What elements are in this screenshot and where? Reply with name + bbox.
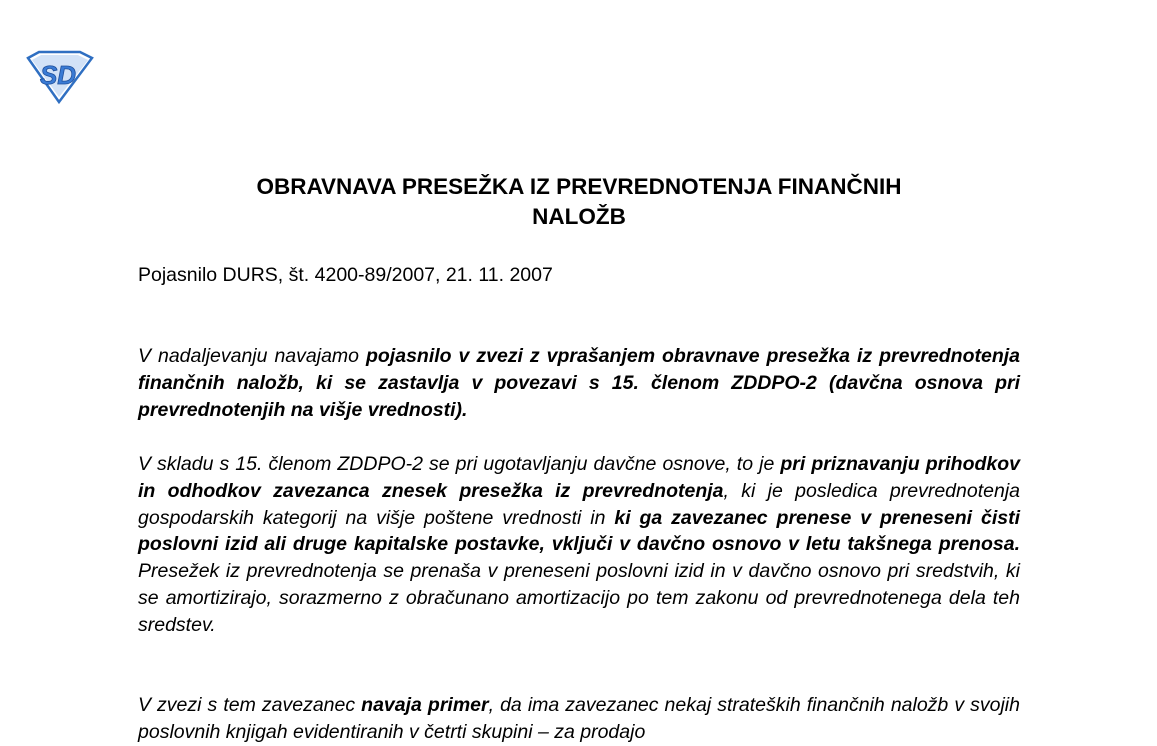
title-line-2: NALOŽB [532,204,626,229]
p2-seg-4: Presežek iz prevrednotenja se prenaša v preneseni poslovni izid in v davčno osnovo pri sredstvih, ki se amortizirajo, sorazmerno z obračunano amortizacijo po tem zakonu od prevrednotenega dela teh sredstev. [138,560,1020,636]
paragraph-1 [138,343,1020,423]
sd-diamond-logo-icon [22,50,96,104]
p3-seg-2: , da ima zavezanec nekaj strateških finančnih naložb v svojih poslovnih knjigah evidentiranih v četrti skupini – za prodajo [138,694,1020,743]
document-title [138,172,1020,232]
sd-logo [22,50,96,104]
p3-seg-1: navaja primer [361,694,489,716]
paragraph-3 [138,692,1020,746]
document-subtitle: Pojasnilo DURS, št. 4200-89/2007, 21. 11. 2007 [138,264,553,286]
p1-seg-1: pojasnilo v zvezi z vprašanjem obravnave presežka iz prevrednotenja finančnih naložb [138,345,1020,394]
title-line-1: OBRAVNAVA PRESEŽKA IZ PREVREDNOTENJA FINANČNIH [256,174,902,199]
p2-seg-1: pri priznavanju prihodkov in odhodkov zavezanca znesek presežka iz prevrednotenja [138,453,1020,502]
p3-seg-0: V zvezi s tem zavezanec [138,694,362,716]
p2-seg-2: , ki je posledica prevrednotenja gospodarskih kategorij na višje poštene vrednosti in [138,479,1020,529]
p1-seg-2: , ki se zastavlja v povezavi s 15. členom ZDDPO-2 (davčna osnova pri prevrednotenjih na višje vrednosti). [138,371,1020,421]
p2-seg-3: ki ga zavezanec prenese v preneseni čisti poslovni izid ali druge kapitalske postavke, vključi v davčno osnovo v letu takšnega prenosa. [138,506,1020,556]
logo-text: SD [39,60,77,90]
paragraph-2 [138,451,1020,639]
p2-seg-0: V skladu s 15. členom ZDDPO-2 se pri ugotavljanju davčne osnove, to je [138,453,781,475]
p1-seg-0: V nadaljevanju navajamo [138,345,366,367]
